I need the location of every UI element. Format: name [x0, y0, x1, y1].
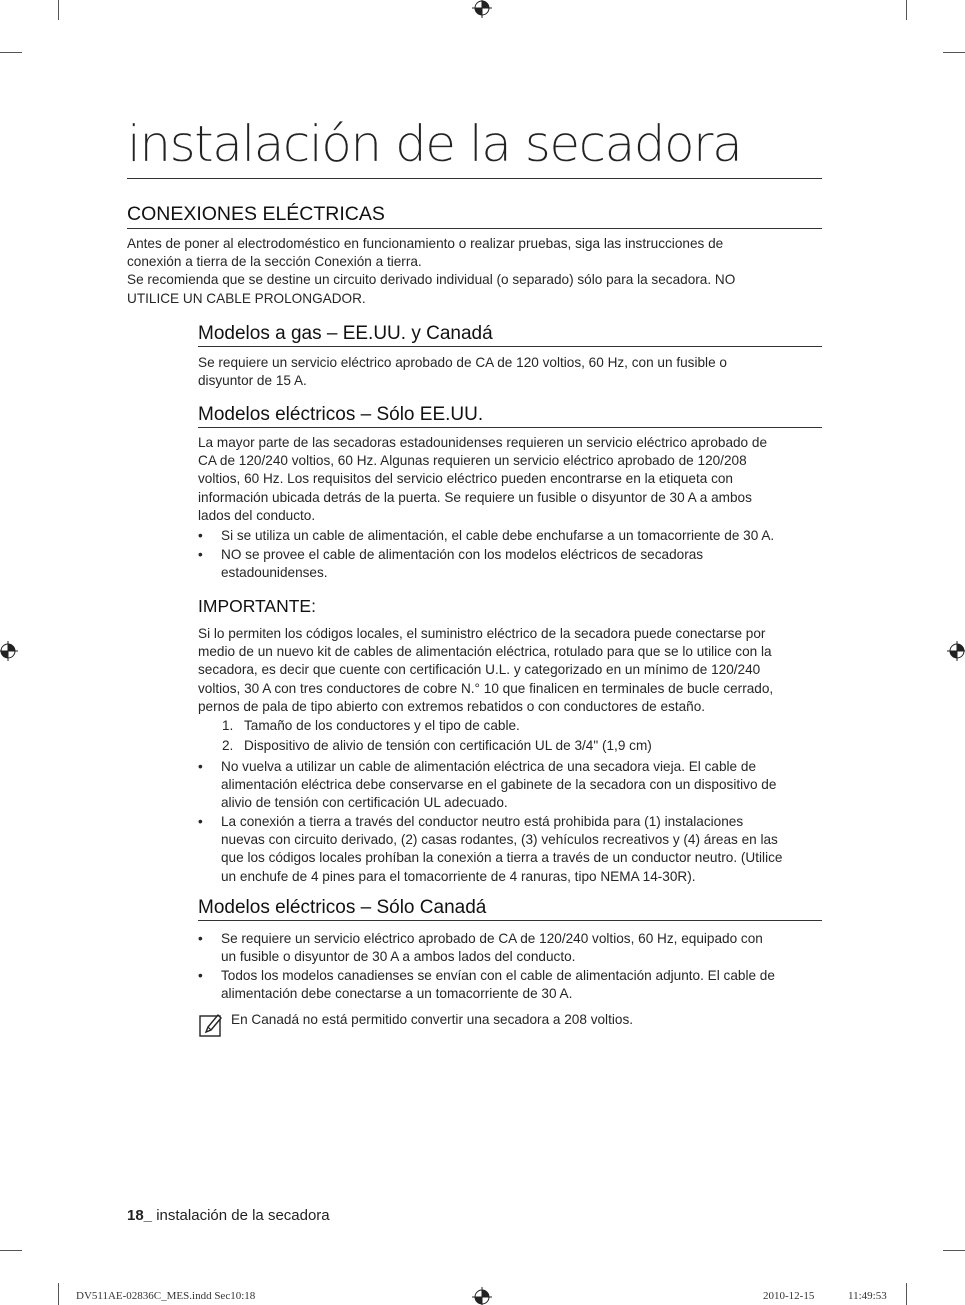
text-line: secadora, es decir que cuente con certificación U.L. y categorizado en un mínimo de 120/240 [198, 662, 761, 678]
text-line: voltios, 30 A con tres conductores de cobre N.° 10 que finalicen en terminales de bucle cerrado, [198, 680, 774, 696]
note-text: En Canadá no está permitido convertir una secadora a 208 voltios. [231, 1012, 634, 1027]
text-line: disyuntor de 15 A. [198, 373, 307, 389]
crop-mark [943, 1250, 965, 1251]
electric-us-paragraph [198, 434, 828, 525]
numbered-item [222, 737, 822, 755]
text-line: Si se utiliza un cable de alimentación, el cable debe enchufarse a un tomacorriente de 30 A. [221, 528, 775, 543]
text-line: La mayor parte de las secadoras estadounidenses requieren un servicio eléctrico aprobado de [198, 435, 768, 450]
note-icon [198, 1012, 224, 1038]
text-line: un enchufe de 4 pines para el tomacorriente de 4 ranuras, tipo NEMA 14-30R). [221, 868, 696, 884]
text-line: Se requiere un servicio eléctrico aprobado de CA de 120 voltios, 60 Hz, con un fusible o [198, 355, 727, 370]
gas-models-paragraph [198, 354, 828, 390]
crop-mark [906, 0, 907, 20]
item-number: 1. [222, 718, 234, 733]
text-line: CA de 120/240 voltios, 60 Hz. Algunas requieren un servicio eléctrico aprobado de 120/208 [198, 453, 747, 469]
item-text: Dispositivo de alivio de tensión con certificación UL de 3/4" (1,9 cm) [244, 738, 652, 753]
text-line: NO se provee el cable de alimentación con los modelos eléctricos de secadoras [221, 547, 704, 562]
bullet-icon: • [198, 968, 203, 983]
text-line: que los códigos locales prohíban la conexión a tierra a través de un conductor neutro. (Utilice [221, 850, 783, 866]
bullet-icon: • [198, 547, 203, 562]
text-line: alivio de tensión con certificación UL adecuado. [221, 795, 508, 811]
item-number: 2. [222, 738, 234, 753]
registration-mark-icon [470, 0, 494, 20]
registration-mark-icon [470, 1285, 494, 1305]
page-footer [127, 1207, 330, 1224]
slug-date: 2010-12-15 [763, 1290, 815, 1302]
crop-mark [0, 52, 22, 53]
crop-mark [0, 1250, 22, 1251]
electric-canada-heading: Modelos eléctricos – Sólo Canadá [198, 898, 822, 921]
crop-mark [58, 1283, 59, 1305]
bullet-icon: • [198, 759, 203, 774]
page-title: instalación de la secadora [127, 112, 822, 179]
crop-mark [58, 0, 59, 20]
electric-us-heading: Modelos eléctricos – Sólo EE.UU. [198, 405, 822, 428]
footer-label: instalación de la secadora [156, 1207, 330, 1224]
section-heading: CONEXIONES ELÉCTRICAS [127, 202, 822, 229]
numbered-item [222, 717, 822, 735]
text-line: No vuelva a utilizar un cable de alimentación eléctrica de una secadora vieja. El cable de [221, 759, 757, 774]
intro-paragraph [127, 235, 827, 308]
bullet-icon: • [198, 931, 203, 946]
text-line: Se requiere un servicio eléctrico aprobado de CA de 120/240 voltios, 60 Hz, equipado con [221, 931, 763, 946]
bullet-icon: • [198, 528, 203, 543]
text-line: nuevas con circuito derivado, (2) casas rodantes, (3) vehículos recreativos y (4) áreas en las [221, 832, 778, 848]
text-line: estadounidenses. [221, 565, 328, 581]
text-line: un fusible o disyuntor de 30 A a ambos lados del conducto. [221, 949, 576, 965]
text-line: conexión a tierra de la sección Conexión a tierra. [127, 254, 422, 270]
crop-mark [906, 1283, 907, 1305]
slug-time: 11:49:53 [848, 1290, 887, 1302]
registration-mark-icon [0, 640, 20, 662]
gas-models-heading: Modelos a gas – EE.UU. y Canadá [198, 324, 822, 347]
text-line: alimentación eléctrica debe conservarse en el gabinete de la secadora con un dispositivo de [221, 777, 777, 793]
text-line: UTILICE UN CABLE PROLONGADOR. [127, 290, 366, 306]
text-line: pernos de pala de tipo abierto con extremos rebatidos o con conductores de estaño. [198, 698, 706, 714]
important-paragraph [198, 625, 828, 716]
text-line: alimentación debe conectarse a un tomacorriente de 30 A. [221, 986, 573, 1002]
bullet-icon: • [198, 814, 203, 829]
text-line: información ubicada detrás de la puerta. Se requiere un fusible o disyuntor de 30 A a ambos [198, 489, 752, 505]
text-line: Si lo permiten los códigos locales, el suministro eléctrico de la secadora puede conectarse por [198, 626, 766, 641]
text-line: Se recomienda que se destine un circuito derivado individual (o separado) sólo para la secadora. NO [127, 272, 736, 288]
text-line: Antes de poner al electrodoméstico en funcionamiento o realizar pruebas, siga las instrucciones de [127, 236, 724, 251]
text-line: La conexión a tierra a través del conductor neutro está prohibida para (1) instalaciones [221, 814, 744, 829]
registration-mark-icon [945, 640, 965, 662]
page-number: 18_ [127, 1207, 153, 1224]
text-line: medio de un nuevo kit de cables de alimentación eléctrica, rotulado para que se lo utilice con la [198, 644, 772, 660]
important-heading: IMPORTANTE: [198, 596, 316, 616]
crop-mark [943, 52, 965, 53]
text-line: voltios, 60 Hz. Los requisitos del servicio eléctrico pueden encontrarse en la etiqueta con [198, 471, 733, 487]
item-text: Tamaño de los conductores y el tipo de cable. [244, 718, 520, 733]
text-line: Todos los modelos canadienses se envían con el cable de alimentación adjunto. El cable de [221, 968, 775, 983]
text-line: lados del conducto. [198, 507, 316, 523]
slug-file: DV511AE-02836C_MES.indd Sec10:18 [76, 1290, 256, 1302]
